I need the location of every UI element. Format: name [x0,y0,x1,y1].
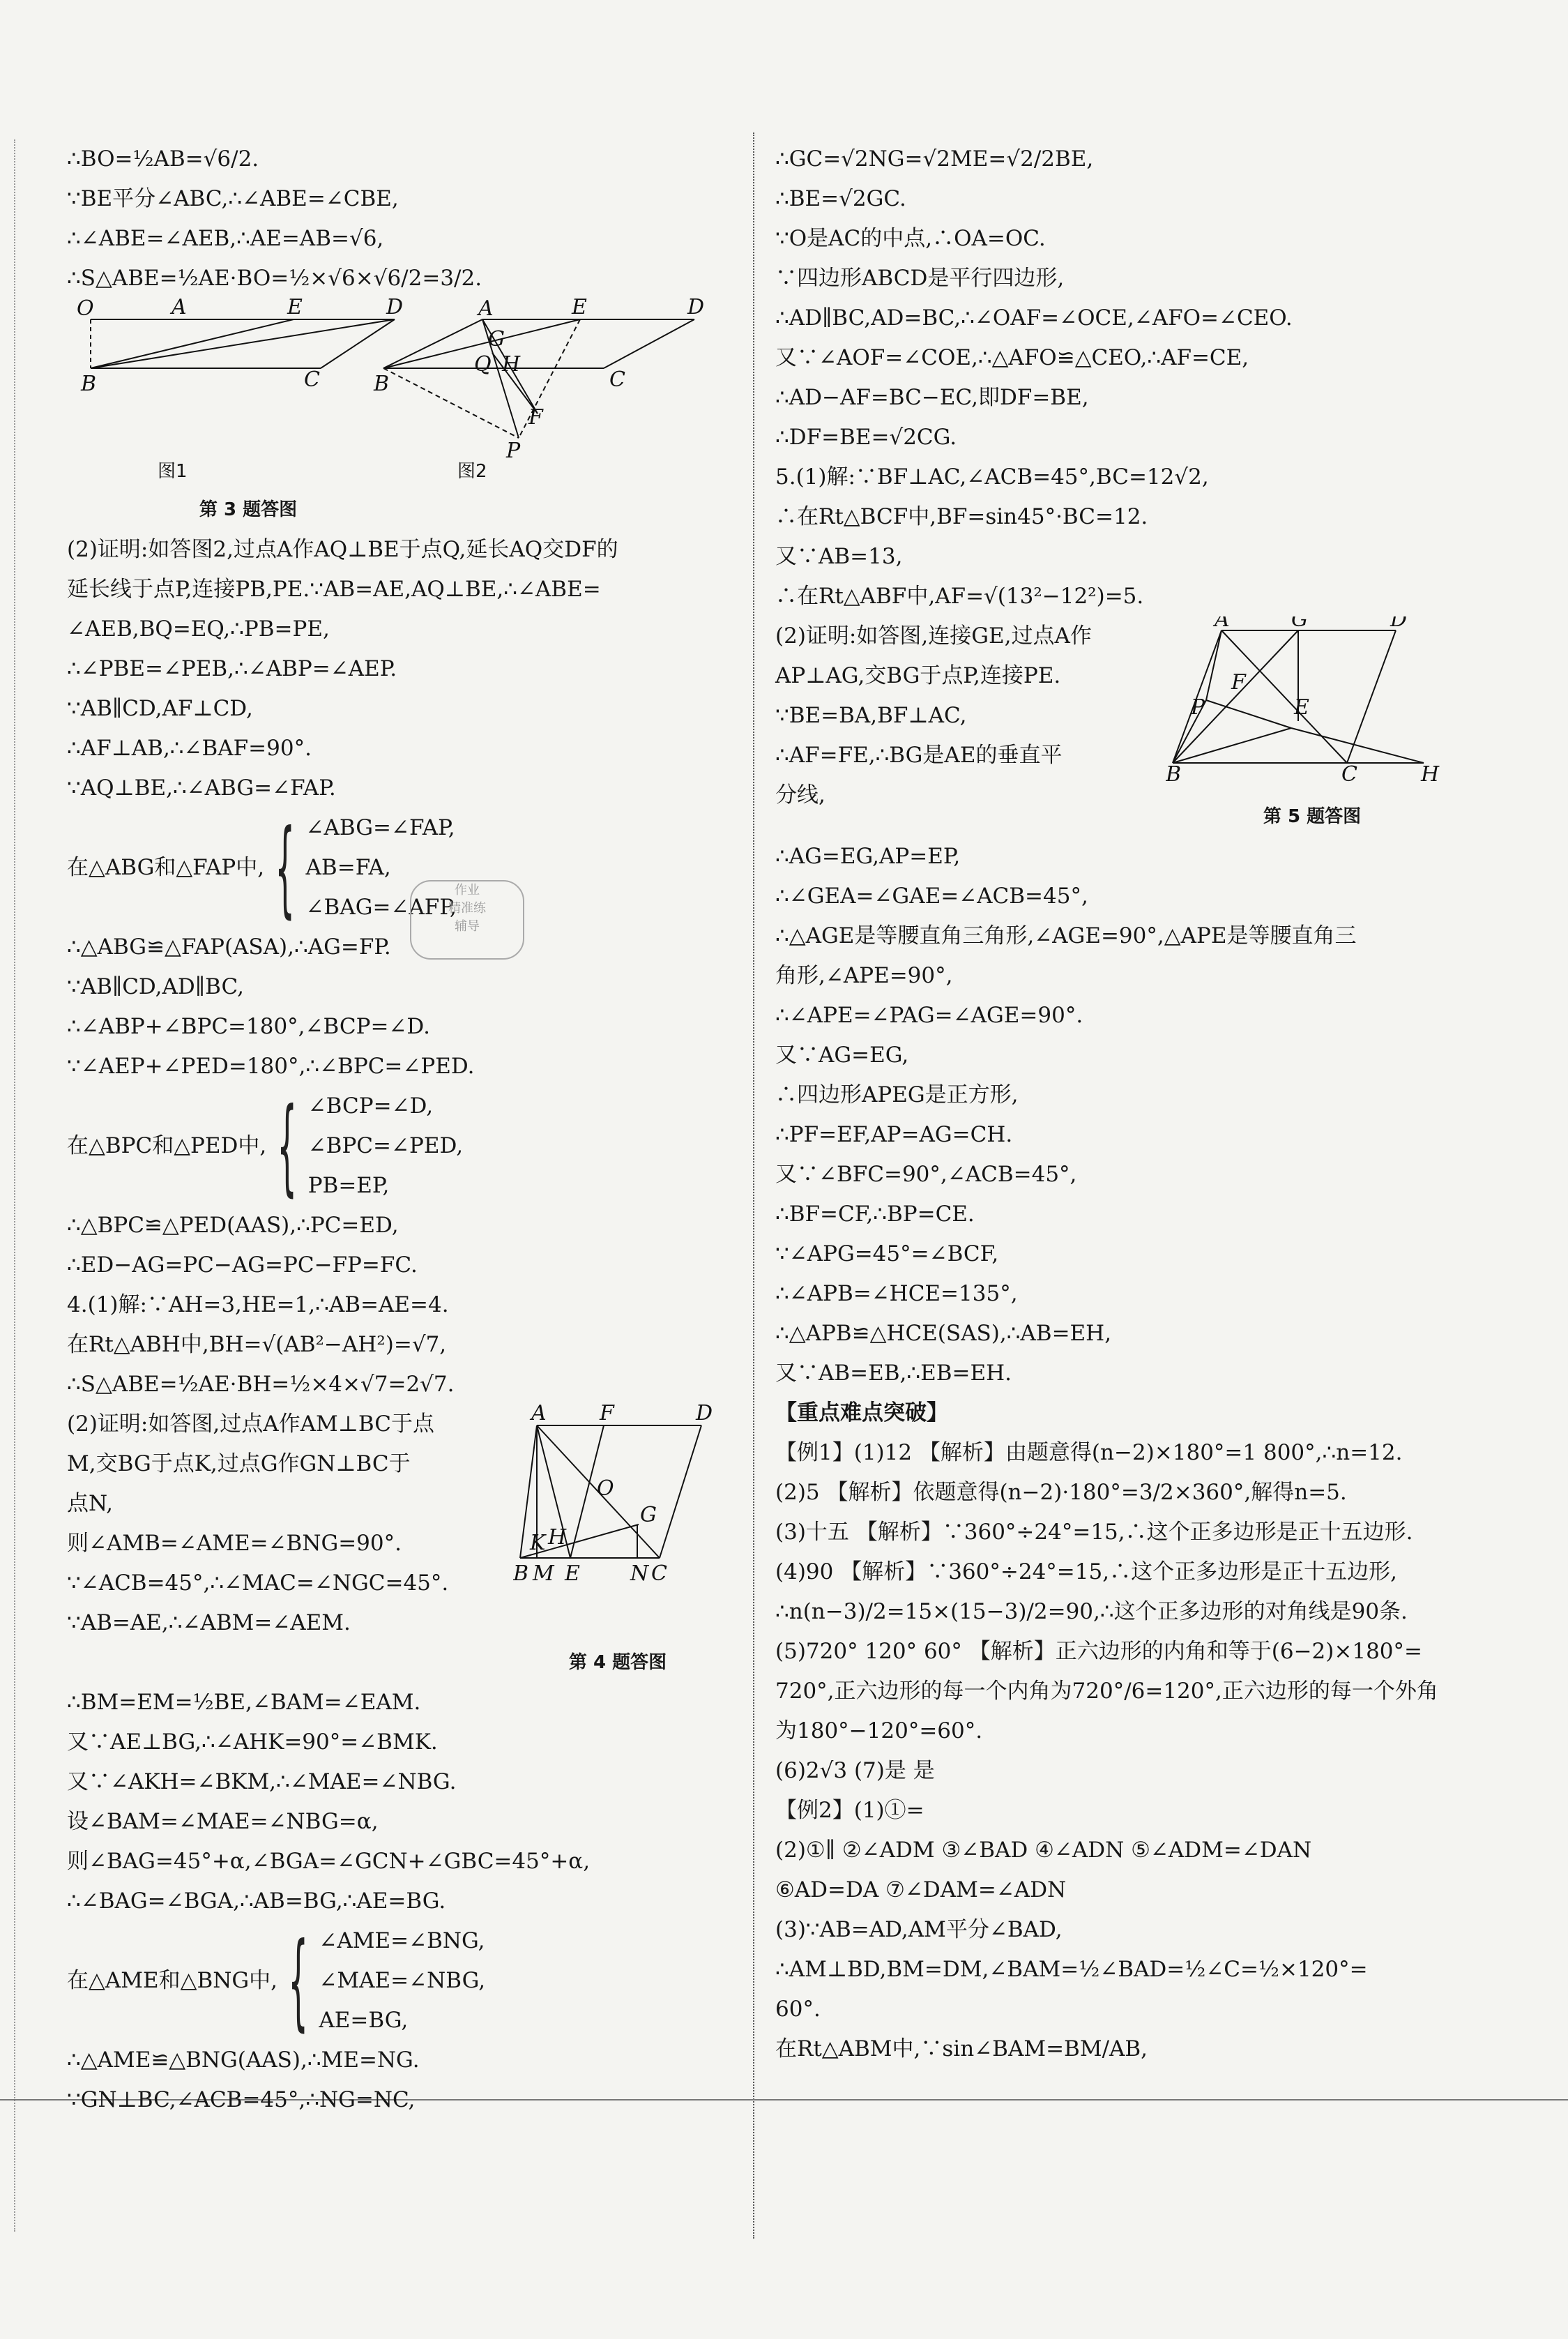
text-line: ∵O是AC的中点,∴OA=OC. [775,226,1046,251]
svg-text:D: D [1390,616,1408,632]
text-line: AP⊥AG,交BG于点P,连接PE. [775,663,1061,688]
system-row: ∠ABG=∠FAP, [305,815,455,840]
text-line: 设∠BAM=∠MAE=∠NBG=α, [67,1809,379,1834]
svg-text:C: C [609,368,625,392]
text-line: 又∵AE⊥BG,∴∠AHK=90°=∠BMK. [67,1729,438,1755]
text-line: ∴ED−AG=PC−AG=PC−FP=FC. [67,1252,418,1278]
svg-text:N: N [630,1561,649,1586]
text-line: ∴∠APB=∠HCE=135°, [775,1281,1018,1306]
text-line: ∴S△ABE=½AE·BH=½×4×√7=2√7. [67,1372,455,1397]
text-line: 又∵AB=13, [775,544,903,569]
system-row: PB=EP, [307,1173,390,1198]
text-line: ∴PF=EF,AP=AG=CH. [775,1122,1013,1147]
svg-text:K: K [530,1531,546,1555]
right-column [775,139,1472,2069]
text-line: ∴在Rt△BCF中,BF=sin45°·BC=12. [775,504,1148,529]
text-line: 则∠AMB=∠AME=∠BNG=90°. [67,1531,402,1556]
text-line: ∴四边形APEG是正方形, [775,1082,1019,1107]
system-row: AB=FA, [305,855,391,880]
figure-5 [1166,616,1459,837]
text-line: 又∵∠AKH=∠BKM,∴∠MAE=∠NBG. [67,1769,457,1794]
text-line: (2)证明:如答图,过点A作AM⊥BC于点 [67,1411,434,1437]
text-line: ∵四边形ABCD是平行四边形, [775,266,1065,291]
text-line: ∴GC=√2NG=√2ME=√2/2BE, [775,146,1094,172]
svg-text:O: O [597,1476,614,1501]
svg-text:H: H [548,1525,567,1550]
left-edge-line [14,139,15,2232]
text-line: ∠AEB,BQ=EQ,∴PB=PE, [67,616,330,642]
svg-text:C: C [1341,762,1357,784]
figure-3 [67,298,757,490]
text-line: 又∵∠AOF=∠COE,∴△AFO≌△CEO,∴AF=CE, [775,345,1249,370]
svg-text:F: F [528,405,543,430]
text-line: (2)证明:如答图,连接GE,过点A作 [775,623,1092,649]
text-line: ∴∠ABE=∠AEB,∴AE=AB=√6, [67,226,384,251]
brace-icon: { [288,1920,309,2042]
text-line: 60°. [775,1997,821,2022]
svg-text:F: F [600,1405,614,1425]
svg-text:C: C [304,368,320,392]
text-line: ∴AM⊥BD,BM=DM,∠BAM=½∠BAD=½∠C=½×120°= [775,1957,1368,1982]
text-line: ∵∠ACB=45°,∴∠MAC=∠NGC=45°. [67,1570,449,1596]
text-line: ∴BF=CF,∴BP=CE. [775,1202,975,1227]
text-line: 【例1】(1)12 【解析】由题意得(n−2)×180°=1 800°,∴n=12. [775,1440,1403,1465]
text-line: ∴AG=EG,AP=EP, [775,844,961,869]
text-line: ∴S△ABE=½AE·BO=½×√6×√6/2=3/2. [67,266,482,291]
system-prefix: 在△AME和△BNG中, [67,1968,277,1993]
svg-text:A: A [531,1405,547,1425]
system-prefix: 在△BPC和△PED中, [67,1133,267,1158]
figure-5-diagram [1166,616,1459,784]
text-line: (6)2√3 (7)是 是 [775,1758,935,1783]
text-line: ∴DF=BE=√2CG. [775,425,957,450]
system-prefix: 在△ABG和△FAP中, [67,855,265,880]
text-line: 为180°−120°=60°. [775,1718,983,1743]
svg-text:图2: 图2 [457,461,487,482]
svg-text:E: E [565,1561,580,1586]
svg-text:A: A [172,298,187,319]
text-line: ∵∠AEP+∠PED=180°,∴∠BPC=∠PED. [67,1054,475,1079]
text-line: ∵BE=BA,BF⊥AC, [775,703,967,728]
text-line: 点N, [67,1491,113,1516]
text-line: 则∠BAG=45°+α,∠BGA=∠GCN+∠GBC=45°+α, [67,1849,591,1874]
svg-text:E: E [1294,695,1309,720]
text-line: ∴n(n−3)/2=15×(15−3)/2=90,∴这个正多边形的对角线是90条. [775,1599,1408,1624]
svg-text:A: A [1215,616,1230,632]
svg-text:H: H [1421,762,1440,784]
system-row: ∠BAG=∠AFP, [305,895,457,920]
svg-text:M: M [533,1561,554,1586]
text-line: (4)90 【解析】∵360°÷24°=15,∴这个正多边形是正十五边形, [775,1559,1397,1584]
svg-text:A: A [478,298,494,321]
figure-4 [513,1405,722,1643]
text-line: ∴△AME≌△BNG(AAS),∴ME=NG. [67,2047,420,2073]
text-line: ∴∠APE=∠PAG=∠AGE=90°. [775,1003,1083,1028]
svg-text:B: B [513,1561,529,1586]
text-line: 4.(1)解:∵AH=3,HE=1,∴AB=AE=4. [67,1292,449,1317]
text-line: 又∵AB=EB,∴EB=EH. [775,1361,1012,1386]
svg-text:Q: Q [474,352,492,377]
text-line: ∵AB∥CD,AF⊥CD, [67,696,253,721]
text-line: ∵AB=AE,∴∠ABM=∠AEM. [67,1610,351,1635]
svg-text:P: P [506,439,521,463]
text-line: ∴AD−AF=BC−EC,即DF=BE, [775,385,1089,410]
problem-4-part2 [67,1405,757,1643]
svg-text:O: O [77,298,94,321]
text-line: 延长线于点P,连接PB,PE.∵AB=AE,AQ⊥BE,∴∠ABE= [67,577,601,602]
text-line: (2)①∥ ②∠ADM ③∠BAD ④∠ADN ⑤∠ADM=∠DAN [775,1838,1312,1863]
svg-text:B: B [1166,762,1182,784]
text-line: ⑥AD=DA ⑦∠DAM=∠ADN [775,1877,1067,1902]
text-line: ∴△AGE是等腰直角三角形,∠AGE=90°,△APE是等腰直角三 [775,923,1357,948]
text-line: ∴AF=FE,∴BG是AE的垂直平 [775,743,1063,768]
text-line: ∴∠PBE=∠PEB,∴∠ABP=∠AEP. [67,656,397,681]
svg-text:H: H [502,352,521,377]
text-line: 又∵AG=EG, [775,1043,909,1068]
system-row: ∠BPC=∠PED, [307,1133,464,1158]
figure-3-caption: 第 3 题答图 [199,499,298,520]
text-line: ∴BO=½AB=√6/2. [67,146,259,172]
svg-text:D: D [687,298,705,319]
text-line: ∴AD∥BC,AD=BC,∴∠OAF=∠OCE,∠AFO=∠CEO. [775,305,1293,331]
text-line: ∴BE=√2GC. [775,186,906,211]
text-line: ∵BE平分∠ABC,∴∠ABE=∠CBE, [67,186,399,211]
svg-text:G: G [1291,616,1308,632]
figure-4-caption-row [67,1643,757,1683]
svg-text:C: C [651,1561,667,1586]
text-line: 又∵∠BFC=90°,∠ACB=45°, [775,1162,1077,1187]
text-line: 720°,正六边形的每一个内角为720°/6=120°,正六边形的每一个外角 [775,1679,1438,1704]
svg-text:E: E [572,298,587,319]
text-line: (5)720° 120° 60° 【解析】正六边形的内角和等于(6−2)×180°= [775,1639,1422,1664]
system-row: ∠MAE=∠NBG, [319,1968,486,1993]
figure-5-caption: 第 5 题答图 [1263,806,1362,827]
text-line: ∴AF⊥AB,∴∠BAF=90°. [67,736,312,761]
text-line: ∴△BPC≌△PED(AAS),∴PC=ED, [67,1213,399,1238]
svg-text:D: D [386,298,404,319]
text-line: ∵AB∥CD,AD∥BC, [67,974,244,999]
text-line: ∵AQ⊥BE,∴∠ABG=∠FAP. [67,775,336,801]
system-row: AE=BG, [319,2008,409,2033]
section-title: 【重点难点突破】 [775,1400,948,1425]
system-row: ∠BCP=∠D, [307,1093,434,1119]
text-line: 在Rt△ABM中,∵sin∠BAM=BM/AB, [775,2036,1148,2061]
stamp-watermark: 作业 精准练 辅导 [410,880,524,960]
svg-text:E: E [287,298,303,319]
text-line: ∵GN⊥BC,∠ACB=45°,∴NG=NC, [67,2087,416,2112]
text-line: M,交BG于点K,过点G作GN⊥BC于 [67,1451,411,1476]
text-line: (3)∵AB=AD,AM平分∠BAD, [775,1917,1063,1942]
text-line: (2)证明:如答图2,过点A作AQ⊥BE于点Q,延长AQ交DF的 [67,537,618,562]
fig1-parallelogram [91,319,395,368]
text-line: 在Rt△ABH中,BH=√(AB²−AH²)=√7, [67,1332,447,1357]
left-column [67,139,757,2120]
text-line: ∴∠GEA=∠GAE=∠ACB=45°, [775,884,1088,909]
figure-4-caption: 第 4 题答图 [568,1652,667,1673]
figure-4-diagram [513,1405,722,1607]
text-line: 5.(1)解:∵BF⊥AC,∠ACB=45°,BC=12√2, [775,464,1209,490]
brace-icon: { [277,1085,298,1207]
text-line: ∴△APB≌△HCE(SAS),∴AB=EH, [775,1321,1112,1346]
text-line: ∴在Rt△ABF中,AF=√(13²−12²)=5. [775,584,1144,609]
text-line: ∵∠APG=45°=∠BCF, [775,1241,999,1266]
svg-text:F: F [1231,670,1246,695]
svg-text:B: B [374,372,390,396]
text-line: ∴∠BAG=∠BGA,∴AB=BG,∴AE=BG. [67,1888,446,1914]
svg-text:G: G [488,327,505,351]
text-line: ∴∠ABP+∠BPC=180°,∠BCP=∠D. [67,1014,430,1039]
equation-system-3 [67,1921,757,2041]
system-row: ∠AME=∠BNG, [319,1928,485,1953]
svg-text:P: P [1191,695,1205,720]
problem-5-part2 [775,616,1472,837]
text-line: ∴△ABG≌△FAP(ASA),∴AG=FP. [67,934,391,960]
text-line: ∴BM=EM=½BE,∠BAM=∠EAM. [67,1690,421,1715]
brace-icon: { [275,807,296,929]
text-line: 角形,∠APE=90°, [775,963,953,988]
svg-text:图1: 图1 [158,461,188,482]
text-line: 【例2】(1)①= [775,1798,924,1823]
text-line: 分线, [775,782,825,808]
svg-text:G: G [640,1503,657,1527]
figure-3-diagram [67,298,736,490]
equation-system-2 [67,1087,757,1206]
text-line: (3)十五 【解析】∵360°÷24°=15,∴这个正多边形是正十五边形. [775,1520,1413,1545]
svg-text:B: B [81,372,97,396]
svg-text:D: D [696,1405,713,1425]
text-line: (2)5 【解析】依题意得(n−2)·180°=3/2×360°,解得n=5. [775,1480,1347,1505]
